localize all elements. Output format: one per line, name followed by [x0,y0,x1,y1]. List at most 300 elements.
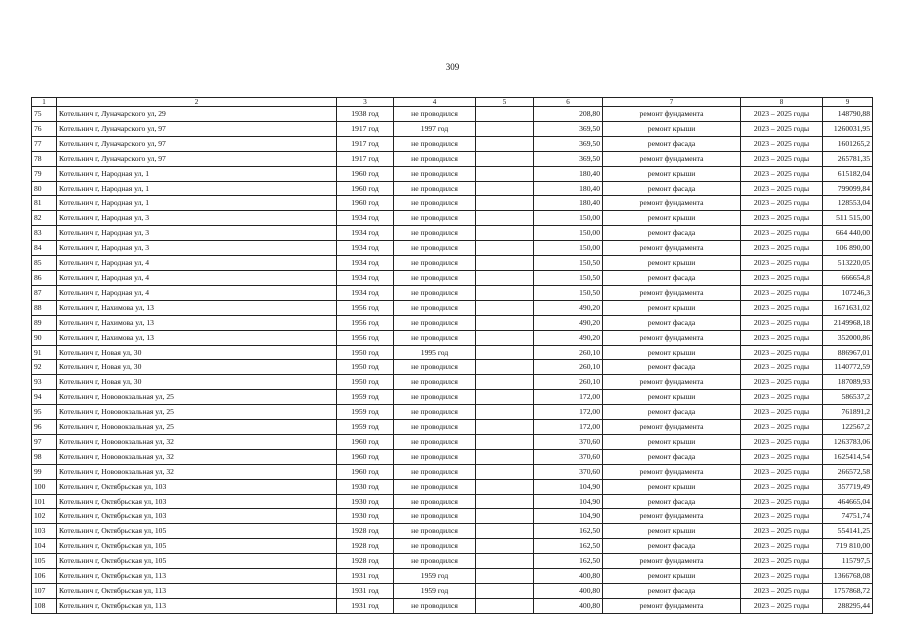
column-header-1: 1 [32,98,57,107]
last-repair-cell: не проводился [394,315,476,330]
empty-cell [476,569,534,584]
work-type-cell: ремонт фундамента [603,554,741,569]
last-repair-cell: не проводился [394,136,476,151]
build-year-cell: 1934 год [337,226,394,241]
page-number: 309 [445,62,460,72]
empty-cell [476,420,534,435]
table-row [32,464,873,479]
area-cell: 400,80 [534,569,603,584]
empty-cell [476,241,534,256]
cost-cell: 1140772,59 [823,360,873,375]
period-cell: 2023 – 2025 годы [741,285,823,300]
period-cell: 2023 – 2025 годы [741,449,823,464]
build-year-cell: 1930 год [337,479,394,494]
build-year-cell: 1931 год [337,598,394,613]
last-repair-cell: 1959 год [394,569,476,584]
row-number: 78 [32,151,57,166]
table-header-row [32,98,873,107]
row-number: 98 [32,449,57,464]
cost-cell: 122567,2 [823,420,873,435]
address-cell: Котельнич г, Октябрьская ул, 113 [57,598,337,613]
work-type-cell: ремонт фундамента [603,464,741,479]
period-cell: 2023 – 2025 годы [741,539,823,554]
period-cell: 2023 – 2025 годы [741,196,823,211]
empty-cell [476,360,534,375]
build-year-cell: 1960 год [337,166,394,181]
empty-cell [476,181,534,196]
empty-cell [476,464,534,479]
empty-cell [476,211,534,226]
work-type-cell: ремонт фасада [603,315,741,330]
period-cell: 2023 – 2025 годы [741,405,823,420]
work-type-cell: ремонт фундамента [603,375,741,390]
build-year-cell: 1928 год [337,524,394,539]
area-cell: 172,00 [534,405,603,420]
address-cell: Котельнич г, Нововокзальная ул, 32 [57,449,337,464]
last-repair-cell: не проводился [394,211,476,226]
address-cell: Котельнич г, Луначарского ул, 97 [57,151,337,166]
address-cell: Котельнич г, Народная ул, 1 [57,166,337,181]
cost-cell: 187089,93 [823,375,873,390]
area-cell: 150,00 [534,226,603,241]
area-cell: 104,90 [534,494,603,509]
address-cell: Котельнич г, Народная ул, 3 [57,211,337,226]
row-number: 95 [32,405,57,420]
address-cell: Котельнич г, Октябрьская ул, 103 [57,509,337,524]
period-cell: 2023 – 2025 годы [741,345,823,360]
area-cell: 490,20 [534,315,603,330]
build-year-cell: 1917 год [337,136,394,151]
work-type-cell: ремонт фасада [603,226,741,241]
last-repair-cell: не проводился [394,524,476,539]
empty-cell [476,285,534,300]
area-cell: 150,50 [534,285,603,300]
table-row [32,121,873,136]
work-type-cell: ремонт фасада [603,539,741,554]
address-cell: Котельнич г, Нововокзальная ул, 32 [57,464,337,479]
work-type-cell: ремонт крыши [603,300,741,315]
period-cell: 2023 – 2025 годы [741,390,823,405]
work-type-cell: ремонт фасада [603,494,741,509]
address-cell: Котельнич г, Новая ул, 30 [57,360,337,375]
work-type-cell: ремонт фасада [603,405,741,420]
build-year-cell: 1934 год [337,270,394,285]
period-cell: 2023 – 2025 годы [741,509,823,524]
address-cell: Котельнич г, Октябрьская ул, 105 [57,539,337,554]
address-cell: Котельнич г, Народная ул, 3 [57,241,337,256]
table-row [32,584,873,599]
table-row [32,330,873,345]
build-year-cell: 1959 год [337,405,394,420]
cost-cell: 357719,49 [823,479,873,494]
area-cell: 370,60 [534,449,603,464]
area-cell: 260,10 [534,375,603,390]
last-repair-cell: не проводился [394,270,476,285]
table-row [32,196,873,211]
row-number: 103 [32,524,57,539]
work-type-cell: ремонт крыши [603,166,741,181]
cost-cell: 352000,86 [823,330,873,345]
table-row [32,136,873,151]
build-year-cell: 1956 год [337,315,394,330]
area-cell: 369,50 [534,121,603,136]
last-repair-cell: не проводился [394,464,476,479]
work-type-cell: ремонт крыши [603,569,741,584]
period-cell: 2023 – 2025 годы [741,211,823,226]
address-cell: Котельнич г, Нововокзальная ул, 32 [57,434,337,449]
work-type-cell: ремонт крыши [603,345,741,360]
last-repair-cell: не проводился [394,166,476,181]
column-header-3: 3 [337,98,394,107]
build-year-cell: 1930 год [337,509,394,524]
empty-cell [476,524,534,539]
cost-cell: 586537,2 [823,390,873,405]
table-row [32,569,873,584]
row-number: 104 [32,539,57,554]
last-repair-cell: не проводился [394,375,476,390]
period-cell: 2023 – 2025 годы [741,241,823,256]
row-number: 91 [32,345,57,360]
work-type-cell: ремонт фундамента [603,107,741,122]
cost-cell: 106 890,00 [823,241,873,256]
build-year-cell: 1934 год [337,241,394,256]
area-cell: 104,90 [534,509,603,524]
cost-cell: 761891,2 [823,405,873,420]
table-row [32,524,873,539]
address-cell: Котельнич г, Луначарского ул, 29 [57,107,337,122]
row-number: 84 [32,241,57,256]
work-type-cell: ремонт крыши [603,390,741,405]
period-cell: 2023 – 2025 годы [741,554,823,569]
area-cell: 400,80 [534,598,603,613]
row-number: 80 [32,181,57,196]
last-repair-cell: 1997 год [394,121,476,136]
area-cell: 370,60 [534,434,603,449]
cost-cell: 1757868,72 [823,584,873,599]
work-type-cell: ремонт фундамента [603,151,741,166]
address-cell: Котельнич г, Октябрьская ул, 113 [57,584,337,599]
row-number: 88 [32,300,57,315]
period-cell: 2023 – 2025 годы [741,375,823,390]
last-repair-cell: не проводился [394,181,476,196]
empty-cell [476,434,534,449]
empty-cell [476,136,534,151]
table-row [32,449,873,464]
housing-repair-table [31,97,873,614]
build-year-cell: 1931 год [337,569,394,584]
area-cell: 260,10 [534,360,603,375]
empty-cell [476,151,534,166]
address-cell: Котельнич г, Новая ул, 30 [57,375,337,390]
row-number: 81 [32,196,57,211]
address-cell: Котельнич г, Нахимова ул, 13 [57,330,337,345]
address-cell: Котельнич г, Новая ул, 30 [57,345,337,360]
period-cell: 2023 – 2025 годы [741,494,823,509]
table-row [32,598,873,613]
area-cell: 370,60 [534,464,603,479]
period-cell: 2023 – 2025 годы [741,479,823,494]
address-cell: Котельнич г, Народная ул, 4 [57,285,337,300]
empty-cell [476,509,534,524]
row-number: 94 [32,390,57,405]
area-cell: 150,00 [534,241,603,256]
empty-cell [476,166,534,181]
last-repair-cell: не проводился [394,330,476,345]
work-type-cell: ремонт крыши [603,524,741,539]
table-row [32,181,873,196]
work-type-cell: ремонт фундамента [603,330,741,345]
work-type-cell: ремонт фасада [603,584,741,599]
period-cell: 2023 – 2025 годы [741,584,823,599]
address-cell: Котельнич г, Народная ул, 4 [57,270,337,285]
cost-cell: 664 440,00 [823,226,873,241]
row-number: 77 [32,136,57,151]
work-type-cell: ремонт крыши [603,256,741,271]
last-repair-cell: не проводился [394,241,476,256]
cost-cell: 265781,35 [823,151,873,166]
work-type-cell: ремонт крыши [603,211,741,226]
cost-cell: 554141,25 [823,524,873,539]
empty-cell [476,121,534,136]
build-year-cell: 1950 год [337,375,394,390]
address-cell: Котельнич г, Народная ул, 1 [57,181,337,196]
area-cell: 490,20 [534,330,603,345]
area-cell: 150,00 [534,211,603,226]
area-cell: 369,50 [534,136,603,151]
work-type-cell: ремонт фундамента [603,598,741,613]
empty-cell [476,107,534,122]
cost-cell: 74751,74 [823,509,873,524]
area-cell: 172,00 [534,390,603,405]
empty-cell [476,196,534,211]
last-repair-cell: 1995 год [394,345,476,360]
period-cell: 2023 – 2025 годы [741,598,823,613]
area-cell: 180,40 [534,181,603,196]
work-type-cell: ремонт фасада [603,136,741,151]
table-row [32,494,873,509]
cost-cell: 1263783,06 [823,434,873,449]
last-repair-cell: не проводился [394,196,476,211]
period-cell: 2023 – 2025 годы [741,420,823,435]
build-year-cell: 1960 год [337,434,394,449]
column-header-6: 6 [534,98,603,107]
period-cell: 2023 – 2025 годы [741,181,823,196]
period-cell: 2023 – 2025 годы [741,464,823,479]
build-year-cell: 1956 год [337,300,394,315]
work-type-cell: ремонт фундамента [603,509,741,524]
area-cell: 369,50 [534,151,603,166]
cost-cell: 799099,84 [823,181,873,196]
row-number: 106 [32,569,57,584]
build-year-cell: 1960 год [337,464,394,479]
table-row [32,107,873,122]
last-repair-cell: не проводился [394,226,476,241]
empty-cell [476,539,534,554]
area-cell: 162,50 [534,539,603,554]
period-cell: 2023 – 2025 годы [741,107,823,122]
empty-cell [476,449,534,464]
row-number: 96 [32,420,57,435]
address-cell: Котельнич г, Луначарского ул, 97 [57,121,337,136]
table-row [32,405,873,420]
empty-cell [476,494,534,509]
last-repair-cell: не проводился [394,509,476,524]
row-number: 86 [32,270,57,285]
row-number: 79 [32,166,57,181]
cost-cell: 107246,3 [823,285,873,300]
period-cell: 2023 – 2025 годы [741,330,823,345]
period-cell: 2023 – 2025 годы [741,166,823,181]
area-cell: 104,90 [534,479,603,494]
area-cell: 150,50 [534,270,603,285]
empty-cell [476,479,534,494]
row-number: 105 [32,554,57,569]
address-cell: Котельнич г, Народная ул, 1 [57,196,337,211]
address-cell: Котельнич г, Октябрьская ул, 105 [57,554,337,569]
build-year-cell: 1960 год [337,181,394,196]
empty-cell [476,345,534,360]
work-type-cell: ремонт фундамента [603,241,741,256]
cost-cell: 1260031,95 [823,121,873,136]
period-cell: 2023 – 2025 годы [741,315,823,330]
work-type-cell: ремонт фундамента [603,285,741,300]
build-year-cell: 1934 год [337,211,394,226]
row-number: 107 [32,584,57,599]
address-cell: Котельнич г, Нахимова ул, 13 [57,300,337,315]
area-cell: 260,10 [534,345,603,360]
build-year-cell: 1917 год [337,121,394,136]
cost-cell: 1601265,2 [823,136,873,151]
empty-cell [476,315,534,330]
area-cell: 180,40 [534,196,603,211]
area-cell: 208,80 [534,107,603,122]
work-type-cell: ремонт фасада [603,270,741,285]
column-header-9: 9 [823,98,873,107]
area-cell: 172,00 [534,420,603,435]
cost-cell: 128553,04 [823,196,873,211]
row-number: 82 [32,211,57,226]
last-repair-cell: не проводился [394,420,476,435]
period-cell: 2023 – 2025 годы [741,300,823,315]
table-row [32,479,873,494]
table-row [32,226,873,241]
build-year-cell: 1928 год [337,539,394,554]
work-type-cell: ремонт фундамента [603,196,741,211]
cost-cell: 148790,88 [823,107,873,122]
address-cell: Котельнич г, Нововокзальная ул, 25 [57,405,337,420]
cost-cell: 1366768,08 [823,569,873,584]
cost-cell: 464665,04 [823,494,873,509]
cost-cell: 288295,44 [823,598,873,613]
column-header-4: 4 [394,98,476,107]
last-repair-cell: не проводился [394,390,476,405]
address-cell: Котельнич г, Октябрьская ул, 105 [57,524,337,539]
work-type-cell: ремонт крыши [603,121,741,136]
period-cell: 2023 – 2025 годы [741,434,823,449]
empty-cell [476,554,534,569]
row-number: 93 [32,375,57,390]
address-cell: Котельнич г, Народная ул, 3 [57,226,337,241]
area-cell: 400,80 [534,584,603,599]
last-repair-cell: не проводился [394,285,476,300]
build-year-cell: 1938 год [337,107,394,122]
empty-cell [476,270,534,285]
cost-cell: 1625414,54 [823,449,873,464]
table-row [32,256,873,271]
period-cell: 2023 – 2025 годы [741,121,823,136]
address-cell: Котельнич г, Нововокзальная ул, 25 [57,390,337,405]
period-cell: 2023 – 2025 годы [741,360,823,375]
area-cell: 150,50 [534,256,603,271]
table-row [32,509,873,524]
cost-cell: 1671631,02 [823,300,873,315]
row-number: 97 [32,434,57,449]
row-number: 90 [32,330,57,345]
row-number: 76 [32,121,57,136]
last-repair-cell: не проводился [394,479,476,494]
build-year-cell: 1950 год [337,345,394,360]
build-year-cell: 1960 год [337,196,394,211]
cost-cell: 886967,01 [823,345,873,360]
build-year-cell: 1960 год [337,449,394,464]
address-cell: Котельнич г, Луначарского ул, 97 [57,136,337,151]
table-row [32,434,873,449]
build-year-cell: 1934 год [337,285,394,300]
build-year-cell: 1917 год [337,151,394,166]
empty-cell [476,226,534,241]
row-number: 102 [32,509,57,524]
cost-cell: 666654,8 [823,270,873,285]
address-cell: Котельнич г, Нововокзальная ул, 25 [57,420,337,435]
row-number: 108 [32,598,57,613]
last-repair-cell: 1959 год [394,584,476,599]
address-cell: Котельнич г, Нахимова ул, 13 [57,315,337,330]
table-row [32,345,873,360]
period-cell: 2023 – 2025 годы [741,136,823,151]
last-repair-cell: не проводился [394,494,476,509]
work-type-cell: ремонт фундамента [603,420,741,435]
area-cell: 490,20 [534,300,603,315]
table-row [32,360,873,375]
table-row [32,285,873,300]
address-cell: Котельнич г, Октябрьская ул, 103 [57,479,337,494]
work-type-cell: ремонт фасада [603,181,741,196]
work-type-cell: ремонт крыши [603,479,741,494]
row-number: 101 [32,494,57,509]
table-row [32,315,873,330]
table-row [32,420,873,435]
row-number: 85 [32,256,57,271]
row-number: 75 [32,107,57,122]
period-cell: 2023 – 2025 годы [741,569,823,584]
column-header-7: 7 [603,98,741,107]
address-cell: Котельнич г, Октябрьская ул, 113 [57,569,337,584]
empty-cell [476,330,534,345]
row-number: 89 [32,315,57,330]
build-year-cell: 1934 год [337,256,394,271]
cost-cell: 2149968,18 [823,315,873,330]
empty-cell [476,390,534,405]
build-year-cell: 1928 год [337,554,394,569]
column-header-5: 5 [476,98,534,107]
cost-cell: 719 810,00 [823,539,873,554]
build-year-cell: 1950 год [337,360,394,375]
build-year-cell: 1959 год [337,390,394,405]
period-cell: 2023 – 2025 годы [741,270,823,285]
row-number: 87 [32,285,57,300]
table-row [32,166,873,181]
last-repair-cell: не проводился [394,539,476,554]
